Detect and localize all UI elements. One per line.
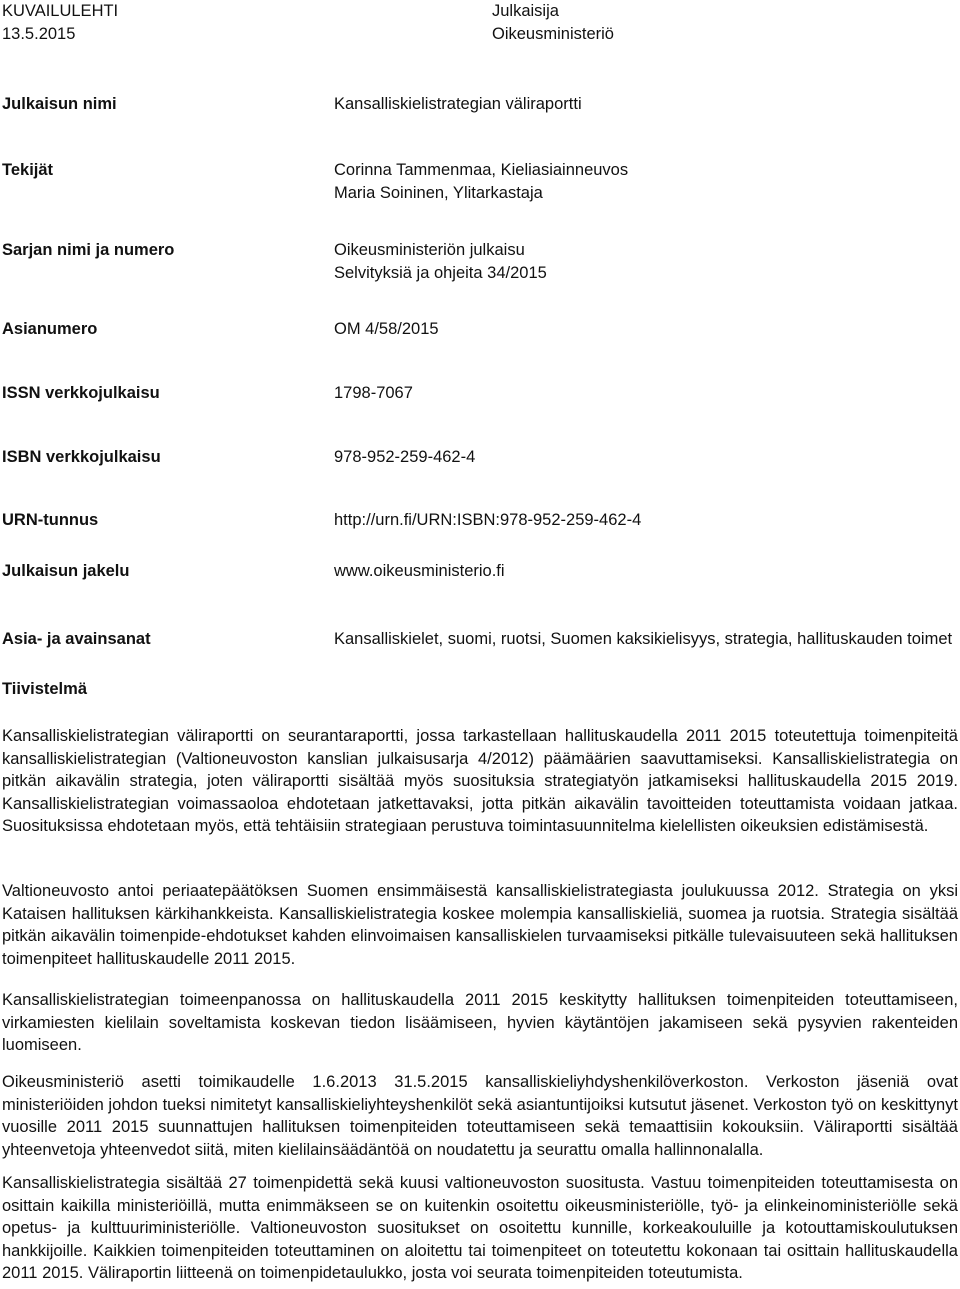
isbn-label: ISBN verkkojulkaisu	[2, 448, 161, 466]
publisher-label: Julkaisija	[492, 2, 559, 20]
summary-paragraph-5	[2, 1172, 958, 1285]
case-number-value: OM 4/58/2015	[334, 320, 439, 338]
summary-paragraph-5-text: Kansalliskielistrategia sisältää 27 toimenpidettä sekä kuusi valtioneuvoston suositusta. Vastuu toimenpiteiden toteuttamisesta on osittain kaikilla ministeriöillä, mutta enimmäkseen se on kuitenkin osoitettu oikeusministeriölle, työ- ja elinkeinoministeriölle sekä opetus- ja kulttuuriministeriölle. Valtioneuvoston suositukset on osoitettu kunnille, korkeakouluille ja kotouttamiskoulutuksen hankkijoille. Kaikkien toimenpiteiden toteuttaminen on aloitettu tai toimenpiteet on toteutettu kokonaan tai osittain hallituskaudella 2011 2015. Väliraportin liitteenä on toimenpidetaulukko, josta voi seurata toimenpiteiden toteutumista.	[2, 1174, 958, 1282]
summary-paragraph-4-text: Oikeusministeriö asetti toimikaudelle 1.6.2013 31.5.2015 kansalliskieliyhdyshenkilöverkoston. Verkoston jäseniä ovat ministeriöiden johdon tueksi nimitetyt kansalliskieliyhteyshenkilöt sekä asiantuntijoiksi kutsutut jäsenet. Verkoston työ on keskittynyt vuosille 2011 2015 suunnattujen hallituksen toimenpiteiden toteuttamiseen sekä temaattisiin kokouksiin. Väliraportti sisältää yhteenvetoja yhteenvedot siitä, miten kielilainsäädäntöä on noudatettu ja seurattu omalla hallinnonalalla.	[2, 1073, 958, 1159]
series-line-2: Selvityksiä ja ohjeita 34/2015	[334, 264, 547, 282]
summary-paragraph-3-text: Kansalliskielistrategian toimeenpanossa on hallituskaudella 2011 2015 keskitytty hallituksen toimenpiteiden toteuttamiseen, virkamiesten kielilain soveltamista koskevan tiedon lisäämiseen, hyvien käytäntöjen jakamiseen sekä pysyvien rakenteiden luomiseen.	[2, 991, 958, 1054]
summary-paragraph-4	[2, 1071, 958, 1161]
keywords-value: Kansalliskielet, suomi, ruotsi, Suomen kaksikielisyys, strategia, hallituskauden toimet	[334, 630, 953, 648]
urn-value: http://urn.fi/URN:ISBN:978-952-259-462-4	[334, 511, 642, 529]
keywords-label: Asia- ja avainsanat	[2, 630, 151, 648]
issn-label: ISSN verkkojulkaisu	[2, 384, 160, 402]
isbn-value: 978-952-259-462-4	[334, 448, 476, 466]
title-value: Kansalliskielistrategian väliraportti	[334, 95, 582, 113]
issn-value: 1798-7067	[334, 384, 413, 402]
authors-label: Tekijät	[2, 161, 54, 179]
summary-paragraph-3	[2, 989, 958, 1057]
distribution-value: www.oikeusministerio.fi	[334, 562, 505, 580]
summary-paragraph-2	[2, 880, 958, 970]
summary-heading: Tiivistelmä	[2, 680, 87, 698]
case-number-label: Asianumero	[2, 320, 98, 338]
series-line-1: Oikeusministeriön julkaisu	[334, 241, 525, 259]
series-label: Sarjan nimi ja numero	[2, 241, 175, 259]
document-type: KUVAILULEHTI	[2, 2, 119, 20]
author-1: Corinna Tammenmaa, Kieliasiainneuvos	[334, 161, 629, 179]
summary-paragraph-1	[2, 725, 958, 838]
author-2: Maria Soininen, Ylitarkastaja	[334, 184, 543, 202]
summary-paragraph-1-text: Kansalliskielistrategian väliraportti on seurantaraportti, jossa tarkastellaan hallituskaudella 2011 2015 toteutettuja toimenpiteitä kansalliskielistrategian (Valtioneuvoston kanslian julkaisusarja 4/2012) päämäärien saavuttamiseksi. Kansalliskielistrategia on pitkän aikavälin strategia, joten väliraportti sisältää myös suosituksia strategiatyön jatkamiseksi hallituskaudella 2015 2019. Kansalliskielistrategian voimassaoloa ehdotetaan jatkettavaksi, jotta pitkän aikavälin tavoitteiden toteuttamista voidaan jatkaa. Suosituksissa ehdotetaan myös, että tehtäisiin strategiaan perustuva toimintasuunnitelma kielellisten oikeuksien edistämisestä.	[2, 727, 958, 835]
document-date: 13.5.2015	[2, 25, 76, 43]
distribution-label: Julkaisun jakelu	[2, 562, 130, 580]
publisher-value: Oikeusministeriö	[492, 25, 614, 43]
summary-paragraph-2-text: Valtioneuvosto antoi periaatepäätöksen Suomen ensimmäisestä kansalliskielistrategiasta joulukuussa 2012. Strategia on yksi Kataisen hallituksen kärkihankkeista. Kansalliskielistrategia koskee molempia kansalliskieliä, suomea ja ruotsia. Strategia sisältää pitkän aikavälin toimenpide-ehdotukset kahden elinvoimaisen kansalliskielen turvaamiseksi pitkälle tulevaisuuteen sekä hallituksen toimenpiteet hallituskaudelle 2011 2015.	[2, 882, 958, 968]
title-label: Julkaisun nimi	[2, 95, 117, 113]
urn-label: URN-tunnus	[2, 511, 99, 529]
